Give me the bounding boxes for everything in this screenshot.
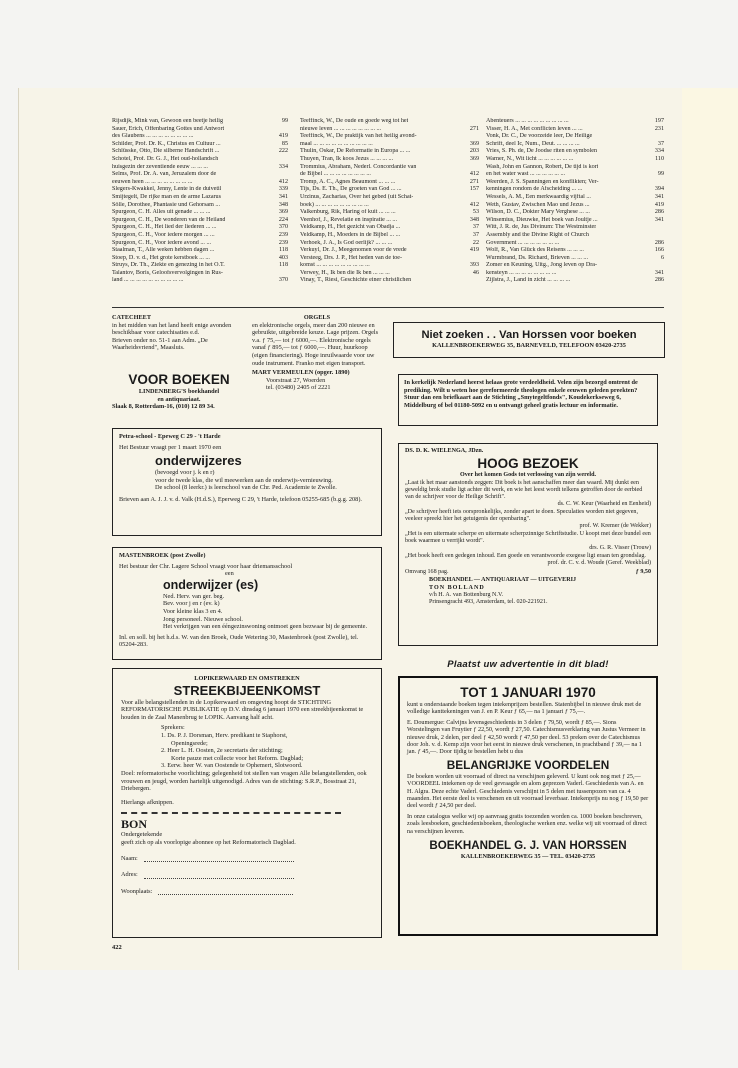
index-entry bbox=[112, 240, 288, 248]
index-entry-title: Schlüsske, Otto, Die silberne Handschrift ... bbox=[112, 148, 220, 155]
index-entry bbox=[112, 118, 288, 126]
index-entry-page: 341 bbox=[654, 193, 664, 200]
index-entry-title: Talantov, Boris, Geloofsvervolgingen in Rus- bbox=[112, 269, 223, 276]
index-divider bbox=[112, 307, 664, 308]
index-entry-title: Valkenburg, Rik, Haring of kuit ... ... ... bbox=[300, 209, 396, 216]
index-entry bbox=[112, 262, 288, 270]
index-entry bbox=[486, 277, 664, 285]
index-entry bbox=[486, 171, 664, 179]
index-entry bbox=[112, 202, 288, 210]
index-entry-title: de Bijbel ... ... ... ... ... ... ... ... bbox=[300, 171, 371, 178]
index-entry-page: 412 bbox=[469, 201, 479, 208]
index-entry-page: 85 bbox=[281, 140, 288, 147]
index-entry-title: eeuwen heen ... ... ... ... ... ... ... ... bbox=[112, 178, 193, 185]
index-entry-title: nieuwe leven ... ... ... ... ... ... ... ... bbox=[300, 125, 382, 132]
index-entry bbox=[486, 217, 664, 225]
hoog-bezoek-source-1: ds. C. W. Keur (Waarheid en Eenheid) bbox=[557, 501, 651, 508]
index-entry-title: Witt, J. R. de, Jus Divinum: The Westminster bbox=[486, 224, 597, 231]
index-entry bbox=[300, 148, 479, 156]
index-entry-page: 412 bbox=[278, 178, 288, 185]
petra-school-title: onderwijzeres bbox=[155, 453, 242, 469]
next-page-edge bbox=[682, 88, 738, 970]
hoog-bezoek-source-3: drs. G. R. Visser (Trouw) bbox=[589, 545, 651, 552]
index-entry bbox=[300, 270, 479, 278]
index-entry-page: 37 bbox=[657, 140, 664, 147]
index-entry-page: 341 bbox=[654, 269, 664, 276]
index-entry bbox=[112, 171, 288, 179]
index-entry bbox=[300, 277, 479, 285]
bon-title: BON bbox=[121, 817, 148, 832]
hoog-bezoek-quote-4: „Het boek heeft een gedegen inhoud. Een goede en verantwoorde exegese ligt eraan ten grondslag. bbox=[405, 552, 646, 559]
index-entry-page: 271 bbox=[469, 178, 479, 185]
index-entry-title: Sölle, Dorothee, Phantasie und Gehorsam ... bbox=[112, 201, 220, 208]
orgels-phone: tel. (03480) 2405 of 2221 bbox=[266, 384, 331, 392]
index-entry bbox=[300, 232, 479, 240]
mastenbroek-req3: Voor kleine klas 3 en 4. bbox=[163, 607, 223, 615]
index-entry bbox=[300, 164, 479, 172]
index-entry bbox=[112, 186, 288, 194]
index-entry-page bbox=[286, 126, 288, 134]
index-entry-title: kensteyn ... ... ... ... ... ... ... ... bbox=[486, 269, 557, 276]
index-entry bbox=[486, 133, 664, 141]
index-entry-page: 231 bbox=[654, 125, 664, 132]
mastenbroek-een: een bbox=[225, 570, 234, 578]
hoog-bezoek-price: ƒ 9,50 bbox=[635, 569, 651, 576]
mastenbroek-req4: Jong personeel. Nieuwe school. bbox=[163, 615, 243, 623]
index-entry-page: 99 bbox=[657, 171, 664, 178]
index-entry bbox=[486, 118, 664, 126]
index-entry-title: Rijsdijk, Mink van, Gewoon een beetje heilig bbox=[112, 118, 224, 124]
mastenbroek-header: MASTENBROEK (post Zwolle) bbox=[119, 552, 206, 559]
index-entry-page: 370 bbox=[278, 277, 288, 284]
index-entry-title: Stoep, D. v. d., Het grote kerstboek ... ... bbox=[112, 254, 210, 261]
januari-title-2: BELANGRIJKE VOORDELEN bbox=[446, 757, 610, 772]
index-entry bbox=[112, 164, 288, 172]
index-entry-page: 118 bbox=[279, 262, 288, 269]
streek-spreker-3: 3. Eerw. heer W. van Oostende te Ophemert, Slotwoord. bbox=[161, 762, 303, 770]
index-entry bbox=[112, 156, 288, 164]
januari-title: TOT 1 JANUARI 1970 bbox=[460, 685, 596, 700]
index-entry-title: Verwey, H., Ik ben die Ik ben ... ... ... bbox=[300, 269, 390, 276]
publisher-line-3: v/h H. A. van Bottenburg N.V. bbox=[429, 592, 504, 599]
index-entry-page bbox=[477, 194, 479, 202]
index-entry-title: Warner, N., Wit licht ... ... ... ... ... ... bbox=[486, 155, 574, 162]
index-entry-page: 222 bbox=[278, 148, 288, 155]
bon-adres-field[interactable] bbox=[144, 872, 294, 879]
hoog-bezoek-title: HOOG BEZOEK bbox=[477, 456, 579, 472]
index-entry bbox=[300, 209, 479, 217]
hoog-bezoek-ad bbox=[398, 443, 658, 646]
index-entry-page: 110 bbox=[655, 155, 664, 162]
voor-boeken-antiquariaat: en antiquariaat. bbox=[157, 395, 201, 403]
index-entry bbox=[300, 141, 479, 149]
index-entry-page: 53 bbox=[472, 209, 479, 216]
petra-school-req1: (bevoegd voor j. k en r) bbox=[155, 469, 215, 477]
index-entry-page bbox=[662, 262, 664, 270]
hoog-bezoek-quote-1: „Laat ik het maar aanstonds zeggen: Dit boek is het aanschaffen meer dan waard. Mij dunkt een geweldig brok studie ligt achter dit werk, en wie het leest wordt telkens getroffen door de eerbied van de schrijver voor de Heilige Schrift". bbox=[405, 479, 643, 501]
index-entry-page bbox=[662, 133, 664, 141]
index-entry-title: maal ... ... ... ... ... ... ... ... ... ... bbox=[300, 140, 373, 147]
index-entry-page: 197 bbox=[654, 118, 664, 124]
bon-naam-field[interactable] bbox=[144, 855, 294, 862]
horssen-banner-ad bbox=[393, 322, 665, 358]
hoog-bezoek-quote-2: „De schrijver heeft iets oorspronkelijks, zonder apart te doen. Speculaties worden niet gegeven, veeleer spreekt hier het getuigenis der openbaring". bbox=[405, 508, 639, 523]
index-entry-page: 99 bbox=[281, 118, 288, 124]
index-entry-title: Sauer, Erich, Offenbaring Gottes und Antwort bbox=[112, 125, 225, 132]
index-entry-title: Wurmbrand, Ds. Richard, Brieven ... ... ... bbox=[486, 254, 588, 261]
index-entry-page: 286 bbox=[654, 277, 664, 284]
januari-p2: E. Doumergue: Calvijns levensgeschiedenis in 3 delen ƒ 79,50, wordt ƒ 85,—. Sions Worstelingen van Fruytier ƒ 22,50, wordt ƒ 27,50. Catechismusverklaring van Justus Vermeer in nieuwe druk, 2 delen, per deel ƒ 42,50 wordt ƒ 47,50 per deel. 53 preken over de Catechismus door Joh. v. d. Kemp zijn voor het eerst in nieuwe druk verschenen, in prachtband ƒ 39,— na 1 jan. ƒ 45,—. Door tijdig te bestellen hebt u dus bbox=[407, 718, 646, 756]
index-entry-page: 271 bbox=[469, 125, 479, 132]
index-entry-title: Verkuyl, Dr. J., Meegenomen voor de vrede bbox=[300, 247, 407, 254]
horssen-banner-title: Niet zoeken . . Van Horssen voor boeken bbox=[421, 329, 637, 341]
index-entry bbox=[486, 270, 664, 278]
orgels-body: en elektronische orgels, meer dan 200 nieuwe en gebruikte, uitgebreide keuze. Lage prijzen. Orgels v.a. ƒ 75,— tot ƒ 6000,—. Elektronische orgels vanaf ƒ 895,— tot ƒ 6000,—. Huur, huurkoop (eigen financiering). Hoge inruilwaarde voor uw oude instrument. Franko met eigen transport. bbox=[252, 321, 379, 367]
index-entry bbox=[300, 247, 479, 255]
hoog-bezoek-author: DS. D. K. WIELENGA, JDzn. bbox=[405, 448, 484, 454]
index-entry bbox=[486, 224, 664, 232]
index-entry-page bbox=[477, 133, 479, 141]
index-entry-title: Wessels, A. M., Een merkwaardig vijftal ... bbox=[486, 193, 591, 200]
index-entry-title: Teeffinck, W., De praktijk van het heilig avond- bbox=[300, 133, 417, 140]
index-entry-title: Teeffinck, W., De oude en goede weg tot het bbox=[300, 118, 409, 124]
index-entry-title: en het water wast ... ... ... ... ... ... bbox=[486, 171, 566, 178]
index-entry-page: 370 bbox=[278, 224, 288, 231]
streek-sprekers bbox=[121, 724, 373, 770]
plaatst-advertentie: Plaatst uw advertentie in dit blad! bbox=[447, 659, 609, 670]
catecheet-title: CATECHEET bbox=[112, 314, 152, 321]
streekbijeenkomst-ad bbox=[112, 668, 382, 938]
streek-spreker-1b: Openingsrede; bbox=[171, 739, 208, 747]
index-entry bbox=[112, 232, 288, 240]
index-entry-page: 224 bbox=[278, 216, 288, 223]
index-entry-page: 203 bbox=[469, 148, 479, 155]
index-entry-page: 286 bbox=[654, 239, 664, 246]
index-entry-title: Selms, Prof. Dr. A. van, Jeruzalem door de bbox=[112, 171, 217, 178]
index-entry bbox=[300, 202, 479, 210]
index-entry-title: Zomer en Keuning, Uitg., Jong leven op Dra- bbox=[486, 262, 598, 269]
index-entry-title: Staalman, T., Alle weken hebben dagen ... bbox=[112, 247, 215, 254]
index-entry-page: 394 bbox=[654, 186, 664, 193]
index-entry-title: Weerden, J. S. Spanningen en konflikten; Ver- bbox=[486, 178, 599, 185]
index-entry bbox=[300, 171, 479, 179]
index-entry bbox=[486, 156, 664, 164]
index-entry-page bbox=[477, 277, 479, 285]
index-entry bbox=[112, 133, 288, 141]
index-entry-page bbox=[662, 179, 664, 187]
index-entry-page: 419 bbox=[469, 247, 479, 254]
streek-doel: Doel: reformatorische voorlichting; gelegenheid tot stellen van vragen Alle belangstellenden, ook vrouwen en jeugd, worden hartelijk uitgenodigd. Adres van de stichting: S.R.P., Bosstraat 21, Driebergen. bbox=[121, 769, 367, 793]
orgels-address: Voorstraat 27, Woerden bbox=[266, 376, 326, 384]
index-entry-title: Versteeg, Drs. J. P., Het heden van de toe- bbox=[300, 254, 403, 261]
catecheet-ad bbox=[112, 314, 244, 352]
bon-line-2: geeft zich op als voorlopige abonnee op het Reformatorisch Dagblad. bbox=[121, 838, 296, 846]
index-entry-title: Spurgeon, C. H., De wonderen van de Heiland bbox=[112, 216, 226, 223]
januari-p1: kunt u onderstaande boeken tegen intekenprijzen bestellen. Statenbijbel in nieuwe druk met de volledige kanttekeningen van J. en P. Keur ƒ 65,— na 1 januari ƒ 75,—. bbox=[407, 701, 642, 716]
streek-spreker-1: 1. Ds. P. J. Dorsman, Herv. predikant te Staphorst, bbox=[161, 731, 288, 739]
index-entry-page: 348 bbox=[469, 216, 479, 223]
petra-school-req3: De school (8 leerkr.) is leerschool van de Chr. Ped. Academie te Zwolle. bbox=[155, 484, 337, 492]
index-entry bbox=[112, 255, 288, 263]
index-entry-title: Urzinus, Zacharias, Over het gebed (uit Schat- bbox=[300, 193, 414, 200]
index-entry-title: Struys, Dr. Th., Ziekte en genezing in het O.T. bbox=[112, 262, 225, 269]
index-entry bbox=[112, 277, 288, 285]
index-entry-page bbox=[477, 164, 479, 172]
index-entry bbox=[112, 224, 288, 232]
index-entry-page bbox=[286, 270, 288, 278]
index-entry-title: Wash, John en Gannon, Robert, De tijd is kort bbox=[486, 163, 599, 170]
januari-title-3: BOEKHANDEL G. J. VAN HORSSEN bbox=[429, 839, 627, 853]
index-entry bbox=[112, 141, 288, 149]
index-entry-page: 166 bbox=[654, 247, 664, 254]
index-entry-title: Wilson, D. C., Dokter Mary Verghese ... ... bbox=[486, 209, 590, 216]
index-entry-title: Spurgeon, C. H., Voor iedere avond ... ... bbox=[112, 239, 212, 246]
orgels-title: ORGELS bbox=[303, 314, 331, 321]
petra-school-intro: Het Bestuur vraagt per 1 maart 1970 een bbox=[119, 443, 222, 451]
index-entry-page: 334 bbox=[654, 148, 664, 155]
index-entry bbox=[300, 255, 479, 263]
index-entry-page bbox=[477, 118, 479, 126]
index-entry bbox=[112, 247, 288, 255]
index-entry-title: Trommius, Abraham, Nederl. Concordantie van bbox=[300, 163, 417, 170]
index-entry-page bbox=[662, 232, 664, 240]
index-entry bbox=[112, 270, 288, 278]
index-entry bbox=[486, 262, 664, 270]
voor-boeken-title: VOOR BOEKEN bbox=[128, 372, 230, 387]
voor-boeken-ad bbox=[112, 372, 246, 411]
index-entry bbox=[112, 209, 288, 217]
index-entry bbox=[486, 179, 664, 187]
index-entry-page: 22 bbox=[472, 239, 479, 246]
index-entry bbox=[112, 217, 288, 225]
hoog-bezoek-source-2: prof. W. Kremer (de Wekker) bbox=[579, 523, 651, 530]
index-entry-page: 286 bbox=[654, 209, 664, 216]
mastenbroek-req5: Het verkrijgen van een ééngezinswoning ontmoet geen bezwaar bij de gemeente. bbox=[163, 623, 368, 631]
streek-sprekers-label: Sprekers: bbox=[161, 724, 185, 732]
hoog-bezoek-source-4: prof. dr. C. v. d. Woude (Geref. Weekblad) bbox=[547, 559, 651, 566]
petra-school-header: Petra-school - Epeweg C 29 - 't Harde bbox=[119, 433, 221, 440]
petra-school-ad bbox=[112, 428, 382, 536]
streek-knip: Hierlangs afknippen. bbox=[121, 798, 174, 806]
orgels-signature: MART VERMEULEN (opger. 1890) bbox=[252, 369, 350, 377]
publisher-line-4: Prinsengracht 493, Amsterdam, tel. 020-221921. bbox=[429, 599, 548, 606]
petra-school-apply: Brieven aan A. J. J. v. d. Valk (H.d.S.), Eperweg C 29, 't Harde, telefoon 05255-685 (b.g.g. 208). bbox=[119, 495, 362, 503]
index-entry-title: boek) ... ... ... ... ... ... ... ... ... bbox=[300, 201, 369, 208]
index-entry bbox=[300, 186, 479, 194]
januari-p4: In onze catalogus welke wij op aanvraag gratis toezenden worden ca. 1000 boeken beschreven, zoals leesboeken, geschiedenisboeken, theologische werken enz. welke wij uit voorraad of direct na verschijnen leveren. bbox=[407, 812, 647, 835]
index-entry bbox=[486, 194, 664, 202]
index-entry-title: Tromp, A. C., Agnes Beaumont ... ... ... bbox=[300, 178, 396, 185]
index-entry-title: kenningen rondom de Afscheiding ... ... bbox=[486, 186, 583, 193]
mastenbroek-req1: Ned. Herv. van ger. beg. bbox=[163, 592, 225, 600]
index-entry-title: Zijlstra, J., Land in zicht ... ... ... ... bbox=[486, 277, 571, 284]
index-entry-title: Veenhof, J., Revelatie en inspiratie ... ... bbox=[300, 216, 397, 223]
index-entry-page: 419 bbox=[278, 133, 288, 140]
page-number: 422 bbox=[112, 944, 122, 951]
januari-p3: De boeken worden uit voorraad of direct na verschijnen geleverd. U kunt ook nog met ƒ 25,— VOORDEEL intekenen op de veel gevraagde en alom geprezen Vaderl. Geschiedenis van A. en H. Algra. Deze echte Vaderl. Geschiedenis verschijnt in 5 delen met tussenpozen van ca. 4 maanden. Het eerste deel is verschenen en uit voorraad leverbaar. Intekenprijs nu nog ƒ 19,50 per deel wordt ƒ 24,50 per deel. bbox=[407, 772, 649, 810]
publisher-line-1: BOEKHANDEL — ANTIQUARIAAT — UITGEVERIJ bbox=[429, 577, 577, 584]
index-entry-page: 341 bbox=[278, 193, 288, 200]
index-entry-page: 6 bbox=[660, 254, 664, 261]
hoog-bezoek-omvang-row bbox=[405, 569, 651, 576]
cut-line bbox=[121, 812, 341, 814]
index-entry-page: 157 bbox=[469, 186, 479, 193]
catecheet-contact: Brieven onder no. 51-1 aan Adm. „De Waarheidsvriend", Maasluis. bbox=[112, 336, 208, 352]
index-entry-title: Vinay, T., Riesi, Geschichte einer christlichen bbox=[300, 277, 412, 284]
index-entry-page bbox=[477, 255, 479, 263]
hoog-bezoek-omvang: Omvang 168 pag. bbox=[405, 569, 449, 576]
index-entry bbox=[112, 126, 288, 134]
index-entry-page: 46 bbox=[472, 269, 479, 276]
index-entry-title: Veldkamp, H., Het gezicht van Obadja ... bbox=[300, 224, 401, 231]
index-entry-title: Vonk, Dr. C., De voorzeide leer, De Heilige bbox=[486, 133, 593, 140]
publisher-line-2: TON BOLLAND bbox=[429, 584, 485, 591]
index-entry bbox=[486, 164, 664, 172]
hoog-bezoek-lead: Over het komen Gods tot verlossing van zijn wereld. bbox=[459, 472, 597, 479]
index-entry bbox=[112, 148, 288, 156]
index-entry-title: Spurgeon, C. H., Het lied der liederen ... ... bbox=[112, 224, 217, 231]
index-entry-page bbox=[662, 224, 664, 232]
index-entry bbox=[486, 232, 664, 240]
hoog-bezoek-publisher bbox=[405, 577, 651, 606]
horssen-banner-address: KALLENBROEKERWEG 35, BARNEVELD, TELEFOON 03420-2735 bbox=[432, 342, 626, 349]
index-entry bbox=[486, 202, 664, 210]
index-entry-title: Abenteuers ... ... ... ... ... ... ... ... ... bbox=[486, 118, 569, 124]
streek-spreker-2: 2. Heer L. H. Oosten, 2e secretaris der stichting; bbox=[161, 747, 283, 755]
index-entry-title: Thuyen, Tran, Ik koos Jezus ... ... ... ... bbox=[300, 155, 394, 162]
voor-boeken-shop: LINDENBERG'S boekhandel bbox=[138, 388, 220, 395]
januari-address: KALLENBROEKERWEG 35 — TEL. 03420-2735 bbox=[460, 853, 596, 861]
index-entry-title: Veldkamp, H., Moeders in de Bijbel ... ... bbox=[300, 231, 401, 238]
index-entry-page bbox=[662, 164, 664, 172]
index-entry-page: 348 bbox=[278, 201, 288, 208]
index-entry-page: 339 bbox=[278, 186, 288, 193]
index-entry-page: 118 bbox=[279, 247, 288, 254]
index-entry bbox=[300, 262, 479, 270]
index-entry-title: land ... ... ... ... ... ... ... ... ... ... bbox=[112, 277, 184, 284]
index-entry-page: 37 bbox=[472, 231, 479, 238]
index-entry-page: 239 bbox=[278, 231, 288, 238]
index-entry-page: 334 bbox=[278, 163, 288, 170]
index-entry-page: 369 bbox=[469, 140, 479, 147]
index-entry-page: 412 bbox=[469, 171, 479, 178]
index-entry bbox=[300, 156, 479, 164]
index-entry-page: 369 bbox=[469, 155, 479, 162]
index-entry bbox=[486, 148, 664, 156]
index-entry-title: Visser, H. A., Met conflicten leven ... ... bbox=[486, 125, 583, 132]
bon-woonplaats-row bbox=[121, 888, 373, 896]
index-entry bbox=[300, 194, 479, 202]
index-entry-title: Verhoek, J. A., Is God oerlijk? ... ... ... bbox=[300, 239, 393, 246]
index-entry-page bbox=[286, 171, 288, 179]
index-entry bbox=[486, 141, 664, 149]
index-entry-page: 341 bbox=[654, 216, 664, 223]
bon-adres-row bbox=[121, 871, 373, 879]
index-entry-title: Schotel, Prof. Dr. G. J., Het oud-hollandsch bbox=[112, 155, 219, 162]
mastenbroek-ad bbox=[112, 547, 382, 660]
mastenbroek-intro: Het bestuur der Chr. Lagere School vraagt voor haar driemansschool bbox=[119, 562, 293, 570]
bon-naam-row bbox=[121, 855, 373, 863]
index-entry bbox=[300, 217, 479, 225]
index-entry bbox=[486, 247, 664, 255]
index-entry bbox=[486, 186, 664, 194]
index-entry-page: 393 bbox=[469, 262, 479, 269]
smytegelt-ad bbox=[398, 374, 658, 426]
mastenbroek-req2: Bev. voor j en r (ev. k) bbox=[163, 600, 220, 608]
index-entry bbox=[486, 240, 664, 248]
index-entry-title: Schilder, Prof. Dr. K., Christus en Cultuur ... bbox=[112, 140, 221, 147]
index-entry-title: Slegers-Kwakkel, Jenny, Lente in de duivetil bbox=[112, 186, 222, 193]
index-entry-title: Winsemius, Dieuwke, Het boek van Joultje ... bbox=[486, 216, 598, 223]
index-entry bbox=[486, 126, 664, 134]
bon-naam-label: Naam: bbox=[121, 854, 138, 862]
bon-woonplaats-field[interactable] bbox=[158, 888, 293, 895]
bon-adres-label: Adres: bbox=[121, 871, 138, 879]
tot-1-januari-ad bbox=[398, 676, 658, 936]
index-entry bbox=[112, 194, 288, 202]
index-entry-title: Smijtegelt, De rijke man en de arme Lazarus bbox=[112, 193, 221, 200]
index-entry bbox=[486, 209, 664, 217]
index-entry-page: 403 bbox=[278, 254, 288, 261]
index-entry-page: 239 bbox=[278, 239, 288, 246]
index-column-1 bbox=[112, 118, 288, 285]
index-entry-title: Weth, Gustav, Zwischen Mao und Jezus ... bbox=[486, 201, 590, 208]
index-entry-title: Schrift, deel Ic, Num., Deut. ... ... ... ... bbox=[486, 140, 580, 147]
index-entry-title: Thulin, Oskar, De Reformatie in Europa ... ... bbox=[300, 148, 411, 155]
index-entry-page: 419 bbox=[654, 201, 664, 208]
index-column-3 bbox=[486, 118, 664, 285]
index-entry bbox=[486, 255, 664, 263]
index-entry-title: Assembly and the Divine Right of Church bbox=[486, 231, 589, 238]
index-entry-title: komst ... ... ... ... ... ... ... ... ... bbox=[300, 262, 370, 269]
index-entry-title: des Glaubens ... ... ... ... ... ... ... ... bbox=[112, 133, 194, 140]
mastenbroek-apply: Inl. en soll. bij het h.d.s. W. van den Broek, Oude Wetering 30, Mastenbroek (post Zwolle), tel. 05204-283. bbox=[119, 633, 359, 649]
index-entry bbox=[300, 133, 479, 141]
index-entry-page: 37 bbox=[472, 224, 479, 231]
index-entry-title: huisgezin der zeventiende eeuw ... ... ... bbox=[112, 163, 208, 170]
hoog-bezoek-quote-3: „Het is een uitermate scherpe en uitermate scherpzinnige Schriftstudie. U koopt met deze bundel een boek waarmee u verrijkt wordt". bbox=[405, 530, 651, 544]
index-column-2 bbox=[300, 118, 479, 285]
index-entry bbox=[300, 118, 479, 126]
bon-woonplaats-label: Woonplaats: bbox=[121, 887, 153, 895]
index-entry-title: Wolf, R., Van Glück des Reisens ... ... ... bbox=[486, 247, 584, 254]
streek-spreker-2b: Korte pauze met collecte voor het Reform. Dagblad; bbox=[171, 754, 304, 762]
index-entry bbox=[300, 179, 479, 187]
index-entry-title: Government ... ... ... ... ... ... ... bbox=[486, 239, 560, 246]
petra-school-req2: voor de twede klas, die wil meewerken aan de onderwijs-vernieuwing. bbox=[155, 476, 333, 484]
index-entry-title: Spurgeon, C. H. Alles uit genade ... ... ... bbox=[112, 209, 211, 216]
smytegelt-text: In kerkelijk Nederland heerst helaas grote verdeeldheid. Velen zijn bezorgd omtrent de prediking. Wilt u weten hoe gereformeerde theologen enkele eeuwen geleden preekten? Stuur dan een briefkaart aan de Stichting „Smytegeltfonds", Koudekerkseweg 6, Middelburg of bel 01180-5092 en u ontvangt geheel gratis lectuur en informatie. bbox=[404, 379, 638, 409]
streek-intro: Voor alle belangstellenden in de Lopikerwaard en omgeving hoopt de STICHTING REFORMATORISCHE PUBLIKATIE op D.V. dinsdag 6 januari 1970 een streekbijeenkomst te houden in de Zaal Manenbrug te LOPIK. Aanvang half acht. bbox=[121, 698, 364, 721]
index-entry bbox=[300, 126, 479, 134]
mastenbroek-title: onderwijzer (es) bbox=[163, 577, 259, 592]
index-entry-title: Spurgeon, C. H., Voor iedere morgen ... ... bbox=[112, 231, 215, 238]
orgels-ad bbox=[252, 314, 382, 392]
index-entry-title: Tijs, Ds. E. Th., De groeten van God ... ... bbox=[300, 186, 402, 193]
catecheet-body: in het midden van het land heeft enige avonden beschikbaar voor catechisaties e.d. bbox=[112, 321, 232, 337]
index-entry-page: 369 bbox=[278, 209, 288, 216]
index-entry bbox=[300, 240, 479, 248]
voor-boeken-address: Slaak 8, Rotterdam-16, (010) 12 89 34. bbox=[112, 403, 215, 411]
index-entry bbox=[112, 179, 288, 187]
streek-title: STREEKBIJEENKOMST bbox=[173, 682, 321, 698]
streek-header: LOPIKERWAARD EN OMSTREKEN bbox=[194, 675, 300, 682]
index-entry-page bbox=[286, 156, 288, 164]
index-entry-title: Vries, S. Ph. de, De Joodse riten en symbolen bbox=[486, 148, 597, 155]
index-entry bbox=[300, 224, 479, 232]
bon-line-1: Ondergetekende bbox=[121, 831, 163, 839]
